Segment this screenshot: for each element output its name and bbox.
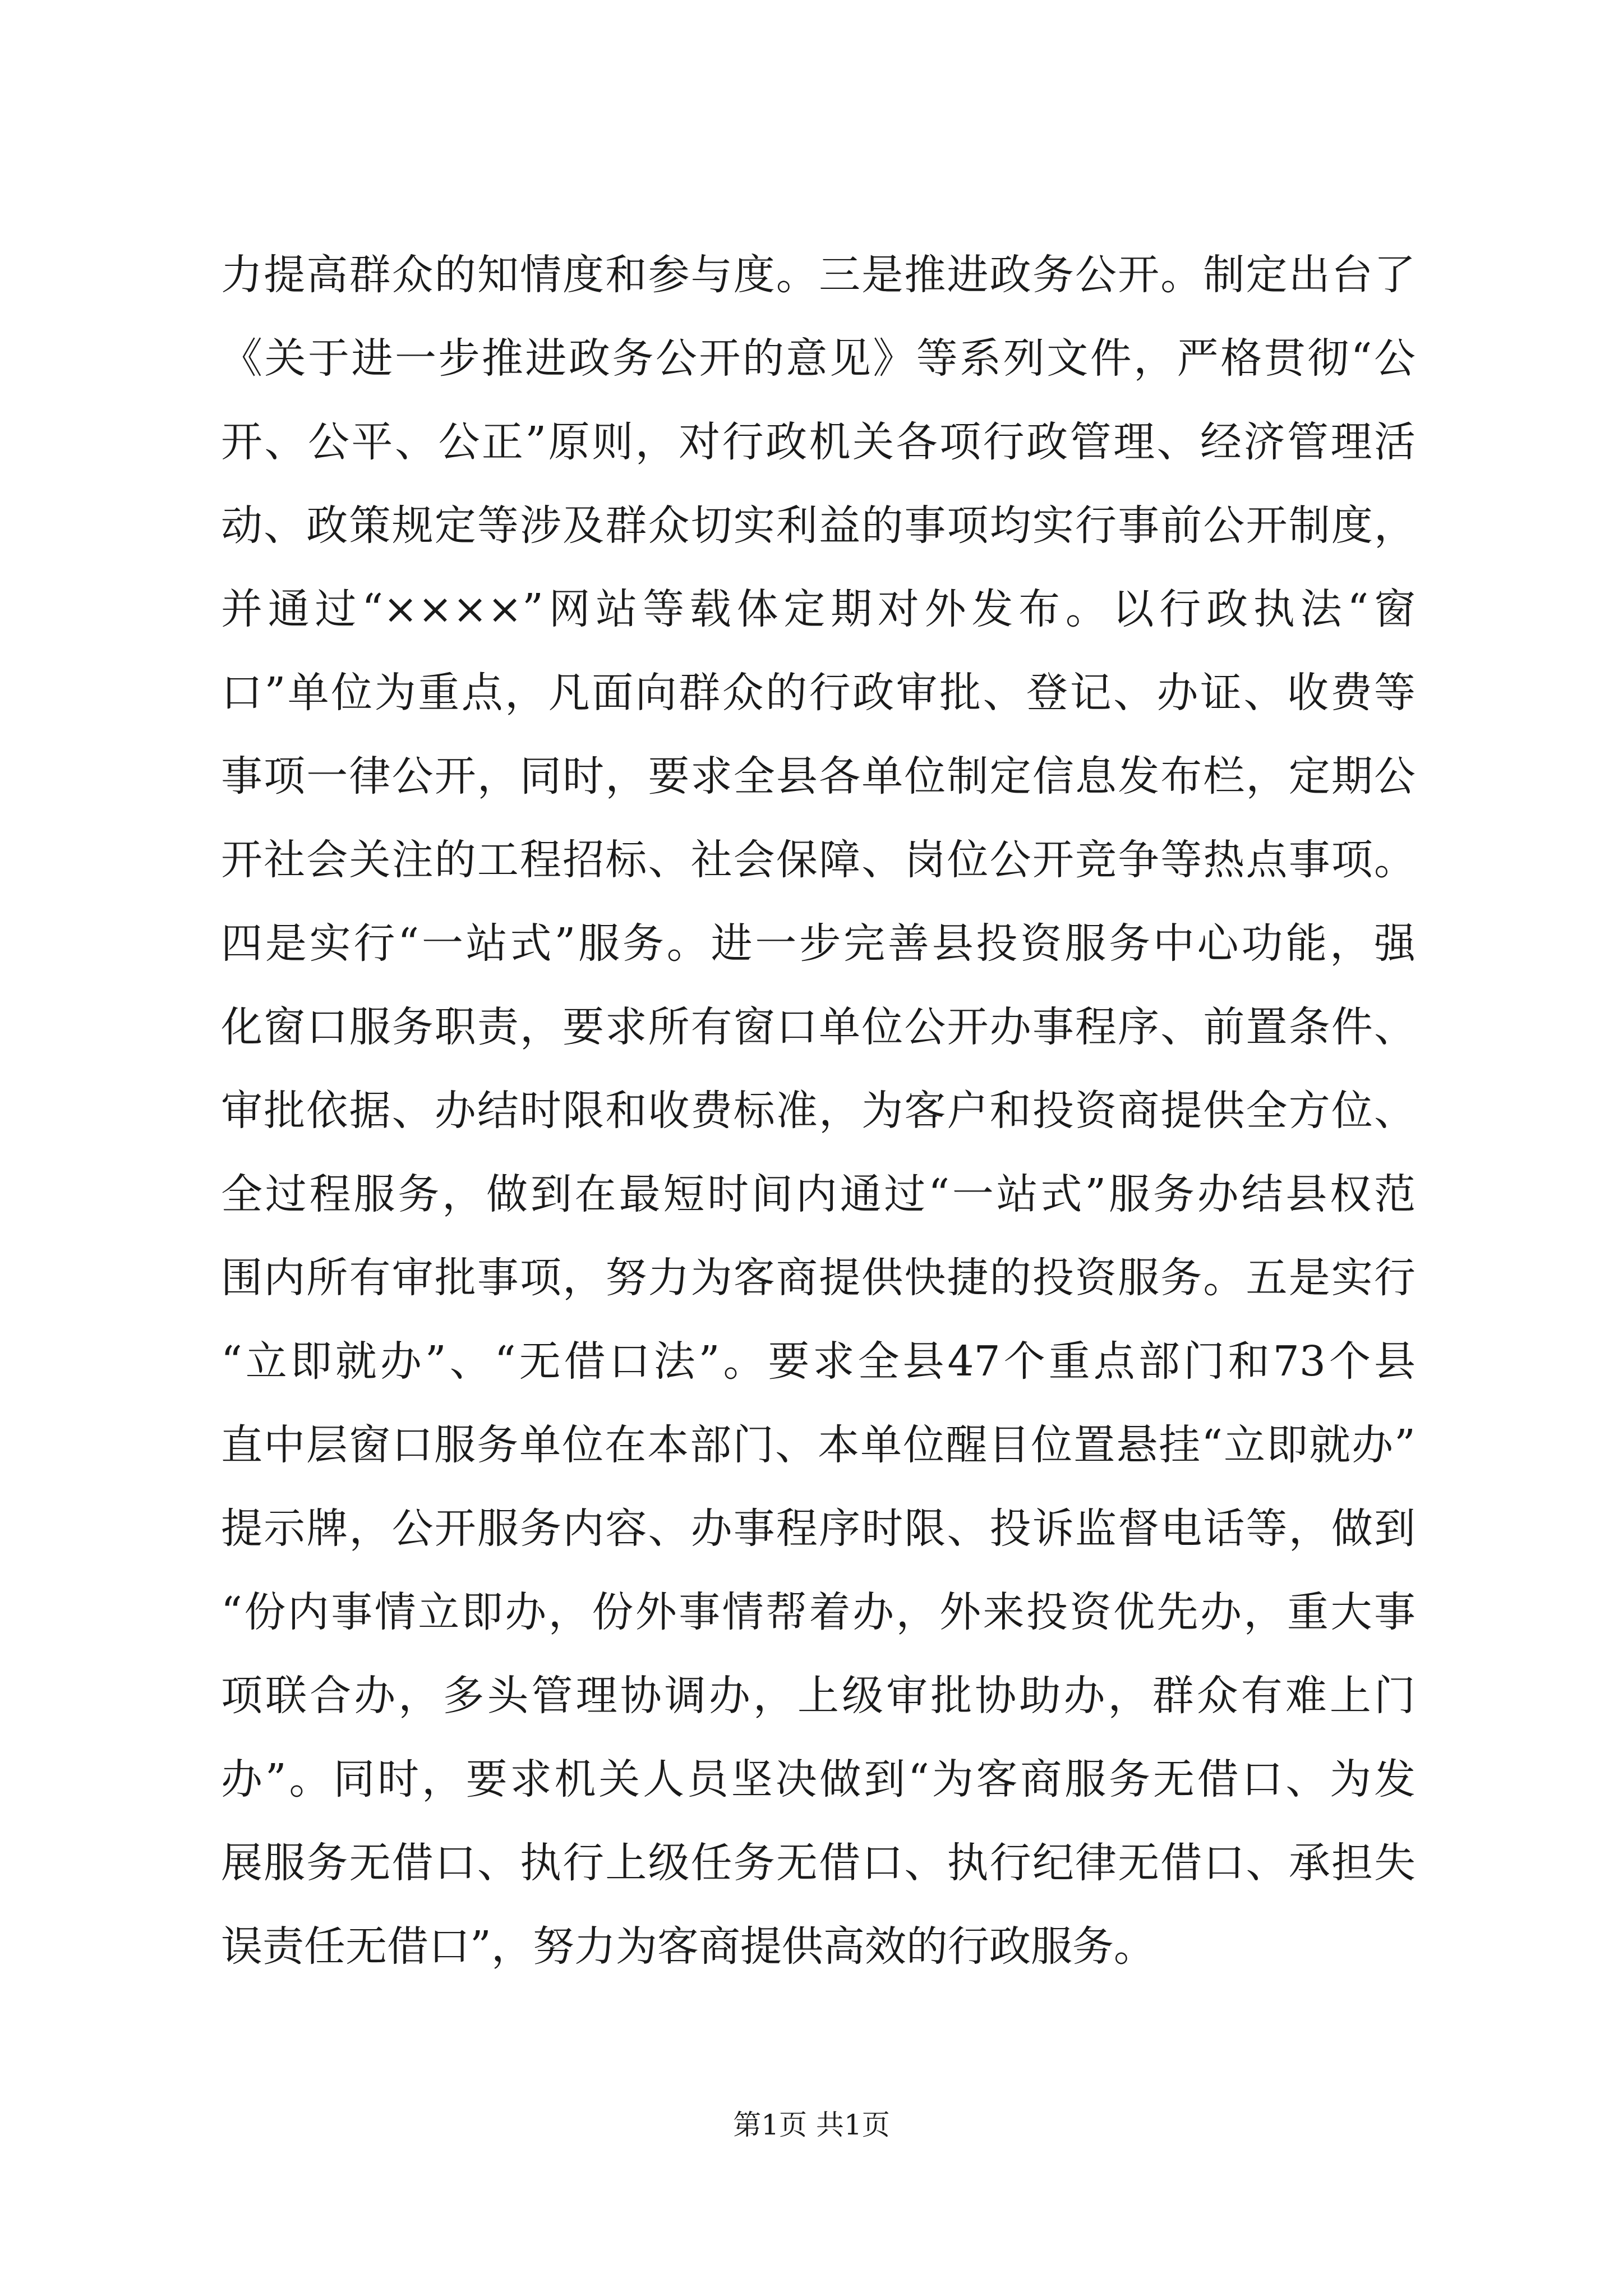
text-line: 全过程服务，做到在最短时间内通过“一站式”服务办结县权范 xyxy=(221,1170,1415,1218)
text-line: 办”。同时，要求机关人员坚决做到“为客商服务无借口、为发 xyxy=(221,1755,1415,1803)
text-line: 力提高群众的知情度和参与度。三是推进政务公开。制定出台了 xyxy=(221,251,1415,299)
text-line: 口”单位为重点，凡面向群众的行政审批、登记、办证、收费等 xyxy=(221,669,1415,717)
text-line: 四是实行“一站式”服务。进一步完善县投资服务中心功能，强 xyxy=(221,919,1415,968)
text-line: 提示牌，公开服务内容、办事程序时限、投诉监督电话等，做到 xyxy=(221,1504,1415,1553)
text-line: 《关于进一步推进政务公开的意见》等系列文件，严格贯彻“公 xyxy=(221,334,1415,383)
text-line: 开、公平、公正”原则，对行政机关各项行政管理、经济管理活 xyxy=(221,418,1415,466)
text-line: 化窗口服务职责，要求所有窗口单位公开办事程序、前置条件、 xyxy=(221,1003,1415,1051)
text-line: “份内事情立即办，份外事情帮着办，外来投资优先办，重大事 xyxy=(221,1588,1415,1636)
text-line: 并通过“××××”网站等载体定期对外发布。以行政执法“窗 xyxy=(221,585,1415,633)
text-line: 展服务无借口、执行上级任务无借口、执行纪律无借口、承担失 xyxy=(221,1839,1415,1887)
text-line: 项联合办，多头管理协调办，上级审批协助办，群众有难上门 xyxy=(221,1672,1415,1720)
text-line: 事项一律公开，同时，要求全县各单位制定信息发布栏，定期公 xyxy=(221,752,1415,800)
text-line: 动、政策规定等涉及群众切实利益的事项均实行事前公开制度， xyxy=(221,501,1415,550)
text-line: “立即就办”、“无借口法”。要求全县47个重点部门和73个县 xyxy=(221,1337,1415,1386)
text-line-last: 误责任无借口”，努力为客商提供高效的行政服务。 xyxy=(221,1922,1155,1971)
text-line: 开社会关注的工程招标、社会保障、岗位公开竞争等热点事项。 xyxy=(221,836,1415,884)
page-footer: 第1页 共1页 xyxy=(733,2109,890,2141)
body-paragraph xyxy=(221,233,1415,1989)
text-line: 直中层窗口服务单位在本部门、本单位醒目位置悬挂“立即就办” xyxy=(221,1421,1415,1469)
text-line: 审批依据、办结时限和收费标准，为客户和投资商提供全方位、 xyxy=(221,1087,1415,1135)
text-line: 围内所有审批事项，努力为客商提供快捷的投资服务。五是实行 xyxy=(221,1254,1415,1302)
